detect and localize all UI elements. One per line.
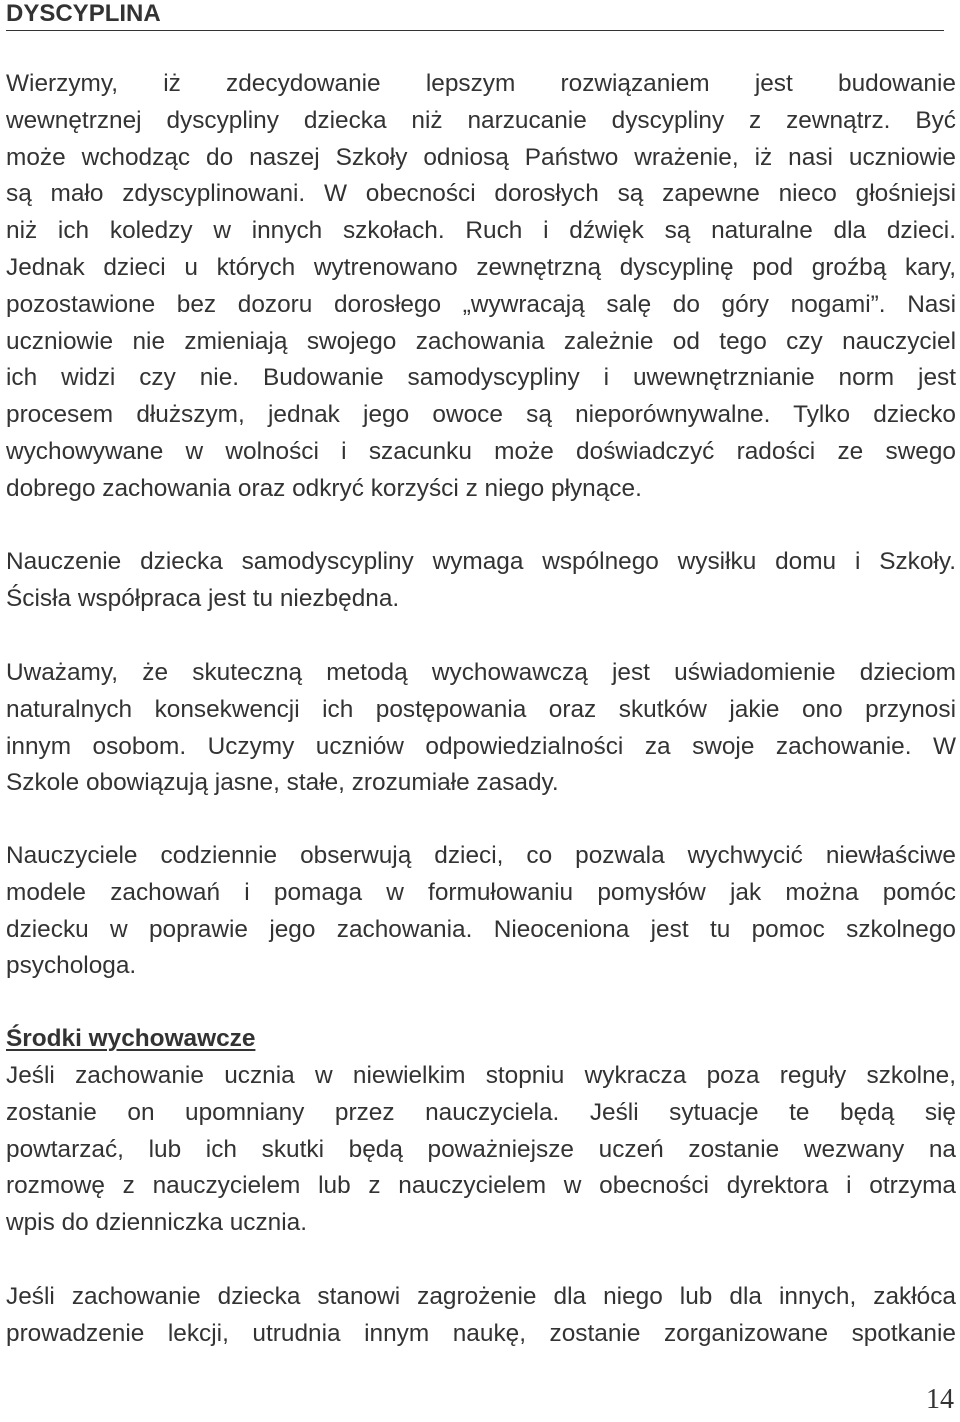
text-line: Uważamy, że skuteczną metodą wychowawczą jest uświadomienie dzieciom [6,659,956,686]
section-subheading: Środki wychowawcze [6,1025,256,1052]
text-line: psychologa. [6,952,137,980]
paragraph-2 [6,544,956,618]
text-line: wpis do dzienniczka ucznia. [6,1209,307,1237]
text-line: Ścisła współpraca jest tu niezbędna. [6,584,400,612]
document-page [6,0,956,1347]
title-row [6,0,944,31]
text-line: zostanie on upomniany przez nauczyciela. Jeśli sytuacje te będą się [6,1098,956,1126]
text-line: procesem dłuższym, jednak jego owoce są nieporównywalne. Tylko dziecko [6,401,956,429]
page-title: DYSCYPLINA [6,0,161,27]
page-number: 14 [926,1384,954,1415]
text-line: innym osobom. Uczymy uczniów odpowiedzialności za swoje zachowanie. W [6,732,956,760]
text-line: może wchodząc do naszej Szkoły odniosą Państwo wrażenie, iż nasi uczniowie [6,143,956,171]
text-line: Wierzymy, iż zdecydowanie lepszym rozwiązaniem jest budowanie [6,70,956,97]
paragraph-4 [6,838,956,985]
paragraph-6 [6,1279,956,1353]
text-line: Nauczyciele codziennie obserwują dzieci, co pozwala wychwycić niewłaściwe [6,842,956,869]
paragraph-3 [6,655,956,802]
text-line: pozostawione bez dozoru dorosłego „wywracają salę do góry nogami”. Nasi [6,290,956,318]
text-line: niż ich koledzy w innych szkołach. Ruch i dźwięk są naturalne dla dzieci. [6,217,956,245]
text-line: rozmowę z nauczycielem lub z nauczycielem w obecności dyrektora i otrzyma [6,1172,956,1200]
text-line: modele zachowań i pomaga w formułowaniu pomysłów jak można pomóc [6,878,956,906]
text-line: dobrego zachowania oraz odkryć korzyści z niego płynące. [6,474,642,502]
text-line: Jeśli zachowanie ucznia w niewielkim stopniu wykracza poza reguły szkolne, [6,1062,956,1089]
text-line: wychowywane w wolności i szacunku może doświadczyć radości ze swego [6,437,956,465]
text-line: Nauczenie dziecka samodyscypliny wymaga wspólnego wysiłku domu i Szkoły. [6,548,956,575]
text-line: dziecku w poprawie jego zachowania. Nieoceniona jest tu pomoc szkolnego [6,915,956,943]
text-line: naturalnych konsekwencji ich postępowania oraz skutków jakie ono przynosi [6,695,956,723]
text-line: Jednak dzieci u których wytrenowano zewnętrzną dyscyplinę pod groźbą kary, [6,253,956,281]
text-line: Jeśli zachowanie dziecka stanowi zagrożenie dla niego lub dla innych, zakłóca [6,1283,956,1310]
text-line: uczniowie nie zmieniają swojego zachowania zależnie od tego czy nauczyciel [6,327,956,355]
paragraph-5 [6,1058,956,1242]
text-line: są mało zdyscyplinowani. W obecności dorosłych są zapewne nieco głośniejsi [6,180,956,208]
text-line: prowadzenie lekcji, utrudnia innym naukę, zostanie zorganizowane spotkanie [6,1319,956,1347]
paragraph-1 [6,66,956,508]
text-line: Szkole obowiązują jasne, stałe, zrozumiałe zasady. [6,769,559,797]
text-line: powtarzać, lub ich skutki będą poważniejsze uczeń zostanie wezwany na [6,1135,956,1163]
text-line: ich widzi czy nie. Budowanie samodyscypliny i uwewnętrznianie norm jest [6,364,956,392]
text-line: wewnętrznej dyscypliny dziecka niż narzucanie dyscypliny z zewnątrz. Być [6,106,956,134]
